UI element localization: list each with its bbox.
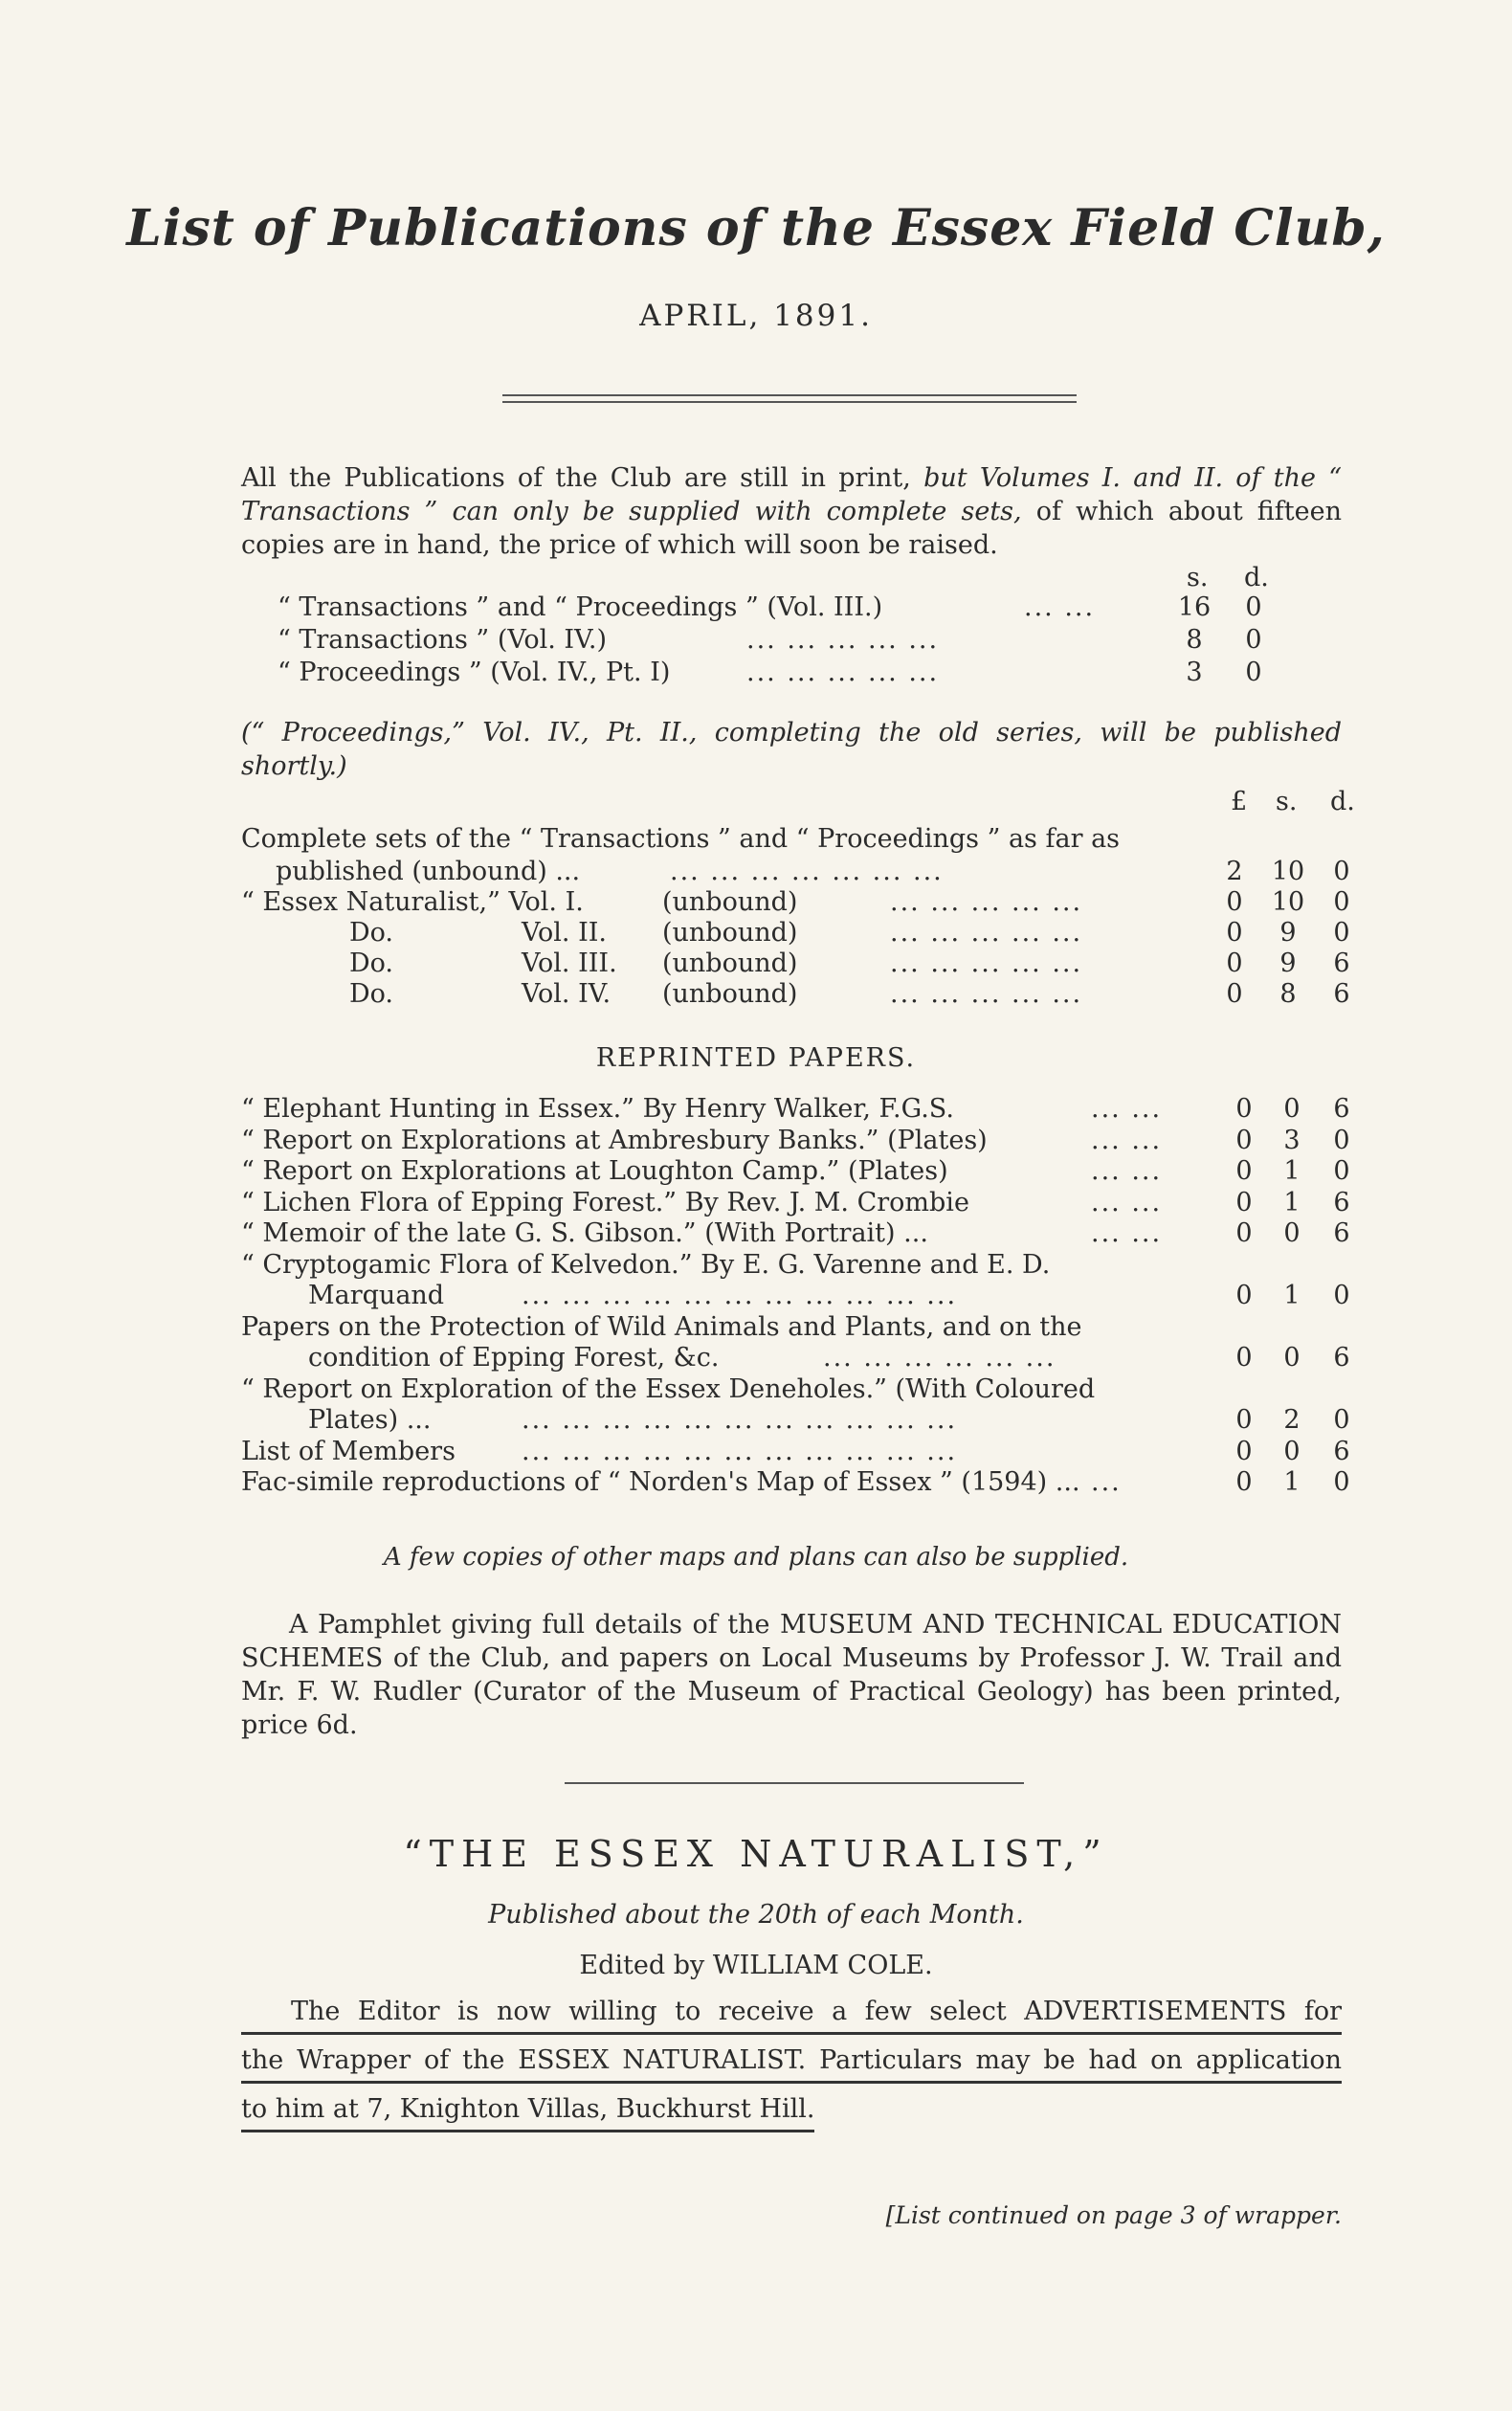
row-label: “ Report on Explorations at Ambresbury Banks.” (Plates) bbox=[241, 1125, 988, 1155]
intro-paragraph: All the Publications of the Club are still in print, but Volumes I. and II. of the “ Transactions ” can only be supplied with complete sets, of which about fifteen copies are in hand, the price of which will soon be raised. bbox=[241, 463, 1342, 560]
page-title: List of Publications of the Essex Field Club, bbox=[126, 199, 1386, 257]
leader-dots: ... ... ... ... ... ... ... ... ... ... ... bbox=[522, 1281, 958, 1310]
pounds-value: 0 bbox=[1235, 1436, 1253, 1466]
row-label: “ Elephant Hunting in Essex.” By Henry Walker, F.G.S. bbox=[241, 1094, 954, 1124]
proceedings-note: (“ Proceedings,” Vol. IV., Pt. II., completing the old series, will be published shortly.) bbox=[241, 718, 1342, 781]
shillings-value: 3 bbox=[1283, 1125, 1301, 1155]
shillings-value: 8 bbox=[1279, 979, 1297, 1009]
leader-dots: ... ... ... ... ... bbox=[746, 625, 940, 655]
pounds-value: 0 bbox=[1235, 1094, 1253, 1124]
pounds-value: 0 bbox=[1235, 1218, 1253, 1248]
shillings-value: 0 bbox=[1283, 1343, 1301, 1373]
pounds-value: 0 bbox=[1235, 1343, 1253, 1373]
shillings-value: 3 bbox=[1186, 658, 1203, 687]
leader-dots: ... ... ... ... ... ... ... ... ... ... ... bbox=[522, 1405, 958, 1435]
leader-dots: ... ... ... ... ... bbox=[890, 949, 1083, 978]
row-label: published (unbound) ... bbox=[276, 857, 581, 886]
shillings-value: 9 bbox=[1279, 949, 1297, 978]
leader-dots: ... ... ... ... ... ... ... bbox=[670, 857, 944, 886]
row-label: Do. bbox=[349, 918, 394, 948]
col-header-s: s. bbox=[1187, 563, 1209, 592]
price-row bbox=[0, 1249, 1512, 1282]
price-row bbox=[0, 624, 1512, 657]
pounds-value: 0 bbox=[1226, 887, 1243, 917]
leader-dots: ... ... bbox=[1091, 1156, 1163, 1186]
maps-note: A few copies of other maps and plans can also be supplied. bbox=[383, 1543, 1129, 1572]
pounds-value: 0 bbox=[1235, 1125, 1253, 1155]
pence-value: 0 bbox=[1245, 658, 1262, 687]
col-header-pence: d. bbox=[1330, 787, 1355, 816]
price-row bbox=[0, 1311, 1512, 1344]
complete-sets-line: Complete sets of the “ Transactions ” and “ Proceedings ” as far as bbox=[241, 824, 1121, 854]
pence-value: 6 bbox=[1333, 1187, 1350, 1217]
col-header-pounds: £ bbox=[1231, 787, 1248, 816]
price-row bbox=[0, 1217, 1512, 1250]
row-label: “ Memoir of the late G. S. Gibson.” (With Portrait) ... bbox=[241, 1218, 928, 1248]
price-row bbox=[0, 1155, 1512, 1188]
binding-label: (unbound) bbox=[662, 887, 798, 917]
pence-value: 0 bbox=[1333, 887, 1350, 917]
price-row bbox=[0, 856, 1512, 888]
price-row bbox=[0, 1093, 1512, 1126]
shillings-value: 0 bbox=[1283, 1218, 1301, 1248]
divider bbox=[502, 394, 1077, 396]
price-row bbox=[0, 657, 1512, 689]
naturalist-editor: Edited by WILLIAM COLE. bbox=[579, 1951, 933, 1980]
row-label: Do. bbox=[349, 949, 394, 978]
binding-label: (unbound) bbox=[662, 979, 798, 1009]
pence-value: 6 bbox=[1333, 1094, 1350, 1124]
pounds-value: 0 bbox=[1235, 1467, 1253, 1497]
leader-dots: ... ... bbox=[1091, 1125, 1163, 1155]
row-label: “ Lichen Flora of Epping Forest.” By Rev. J. M. Crombie bbox=[241, 1187, 969, 1217]
price-row bbox=[0, 1187, 1512, 1219]
pence-value: 0 bbox=[1333, 1156, 1350, 1186]
pamphlet-paragraph: A Pamphlet giving full details of the MUSEUM AND TECHNICAL EDUCATION SCHEMES of the Club, and papers on Local Museums by Professor J. W. Trail and Mr. F. W. Rudler (Curator of the Museum of Practical Geology) has been printed, price 6d. bbox=[241, 1610, 1342, 1740]
price-row bbox=[0, 917, 1512, 949]
leader-dots: ... ... ... ... ... bbox=[890, 918, 1083, 948]
pence-value: 6 bbox=[1333, 1343, 1350, 1373]
reprinted-heading: REPRINTED PAPERS. bbox=[595, 1043, 917, 1073]
leader-dots: ... ... ... ... ... bbox=[890, 887, 1083, 917]
shillings-value: 0 bbox=[1283, 1094, 1301, 1124]
naturalist-title: “THE ESSEX NATURALIST,” bbox=[403, 1833, 1109, 1875]
shillings-value: 16 bbox=[1177, 592, 1212, 622]
continued-note: [List continued on page 3 of wrapper. bbox=[885, 2201, 1342, 2229]
row-label: “ Report on Explorations at Loughton Camp.” (Plates) bbox=[241, 1156, 948, 1186]
shillings-value: 1 bbox=[1283, 1156, 1301, 1186]
row-label: “ Proceedings ” (Vol. IV., Pt. I) bbox=[278, 658, 671, 687]
pounds-value: 0 bbox=[1235, 1187, 1253, 1217]
pounds-value: 0 bbox=[1226, 979, 1243, 1009]
price-row bbox=[0, 978, 1512, 1011]
pence-value: 6 bbox=[1333, 949, 1350, 978]
row-label: Do. bbox=[349, 979, 394, 1009]
pence-value: 0 bbox=[1245, 592, 1262, 622]
pence-value: 6 bbox=[1333, 979, 1350, 1009]
leader-dots: ... ... ... ... ... ... ... ... ... ... ... bbox=[522, 1436, 958, 1466]
price-row bbox=[0, 592, 1512, 624]
naturalist-published: Published about the 20th of each Month. bbox=[488, 1900, 1024, 1930]
leader-dots: ... ... ... ... ... ... bbox=[823, 1343, 1056, 1373]
leader-dots: ... ... bbox=[1091, 1218, 1163, 1248]
pence-value: 0 bbox=[1333, 1467, 1350, 1497]
row-label: “ Cryptogamic Flora of Kelvedon.” By E. G. Varenne and E. D. bbox=[241, 1249, 1051, 1280]
pence-value: 6 bbox=[1333, 1218, 1350, 1248]
price-row bbox=[0, 1466, 1512, 1499]
pence-value: 0 bbox=[1333, 918, 1350, 948]
pence-value: 0 bbox=[1333, 1281, 1350, 1310]
row-label: condition of Epping Forest, &c. bbox=[308, 1343, 720, 1373]
row-label: Papers on the Protection of Wild Animals and Plants, and on the bbox=[241, 1311, 1082, 1342]
divider bbox=[565, 1782, 1024, 1784]
pounds-value: 0 bbox=[1226, 949, 1243, 978]
leader-dots: ... ... ... ... ... bbox=[746, 658, 940, 687]
pence-value: 0 bbox=[1333, 1125, 1350, 1155]
shillings-value: 0 bbox=[1283, 1436, 1301, 1466]
pence-value: 0 bbox=[1333, 1405, 1350, 1435]
pounds-value: 0 bbox=[1235, 1156, 1253, 1186]
row-label: Marquand bbox=[308, 1281, 445, 1310]
row-label: List of Members bbox=[241, 1436, 456, 1466]
row-label: “ Report on Exploration of the Essex Deneholes.” (With Coloured bbox=[241, 1373, 1096, 1404]
shillings-value: 10 bbox=[1271, 887, 1305, 917]
price-row bbox=[0, 1373, 1512, 1406]
price-row bbox=[0, 1280, 1512, 1312]
binding-label: (unbound) bbox=[662, 918, 798, 948]
leader-dots: ... bbox=[1091, 1467, 1122, 1497]
row-label: “ Essex Naturalist,” Vol. I. bbox=[241, 887, 584, 917]
price-row bbox=[0, 886, 1512, 919]
leader-dots: ... ... ... ... ... bbox=[890, 979, 1083, 1009]
pounds-value: 0 bbox=[1235, 1281, 1253, 1310]
volume-label: Vol. IV. bbox=[522, 979, 611, 1009]
row-label: Fac-simile reproductions of “ Norden's Map of Essex ” (1594) ... bbox=[241, 1467, 1080, 1497]
volume-label: Vol. II. bbox=[522, 918, 607, 948]
price-row bbox=[0, 948, 1512, 980]
shillings-value: 1 bbox=[1283, 1187, 1301, 1217]
price-row bbox=[0, 1125, 1512, 1157]
publication-date: APRIL, 1891. bbox=[639, 299, 873, 333]
price-row bbox=[0, 1436, 1512, 1468]
price-row bbox=[0, 1342, 1512, 1374]
advertisement-notice: The Editor is now willing to receive a few select ADVERTISEMENTS for the Wrapper of the ESSEX NATURALIST. Particulars may be had on application to him at 7, Knighton Villas, Buckhurst Hill. bbox=[241, 1996, 1342, 2142]
shillings-value: 9 bbox=[1279, 918, 1297, 948]
shillings-value: 1 bbox=[1283, 1467, 1301, 1497]
pounds-value: 0 bbox=[1235, 1405, 1253, 1435]
shillings-value: 2 bbox=[1283, 1405, 1301, 1435]
col-header-d: d. bbox=[1244, 563, 1269, 592]
pounds-value: 0 bbox=[1226, 918, 1243, 948]
volume-label: Vol. III. bbox=[522, 949, 617, 978]
pence-value: 0 bbox=[1245, 625, 1262, 655]
pence-value: 0 bbox=[1333, 857, 1350, 886]
leader-dots: ... ... bbox=[1091, 1094, 1163, 1124]
leader-dots: ... ... bbox=[1091, 1187, 1163, 1217]
row-label: Plates) ... bbox=[308, 1405, 432, 1435]
shillings-value: 10 bbox=[1271, 857, 1305, 886]
pounds-value: 2 bbox=[1226, 857, 1243, 886]
shillings-value: 8 bbox=[1186, 625, 1203, 655]
price-row bbox=[0, 1404, 1512, 1437]
binding-label: (unbound) bbox=[662, 949, 798, 978]
pence-value: 6 bbox=[1333, 1436, 1350, 1466]
row-label: “ Transactions ” (Vol. IV.) bbox=[278, 625, 607, 655]
row-label: “ Transactions ” and “ Proceedings ” (Vol. III.) bbox=[278, 592, 883, 622]
shillings-value: 1 bbox=[1283, 1281, 1301, 1310]
col-header-shillings: s. bbox=[1276, 787, 1298, 816]
leader-dots: ... ... bbox=[1024, 592, 1096, 622]
